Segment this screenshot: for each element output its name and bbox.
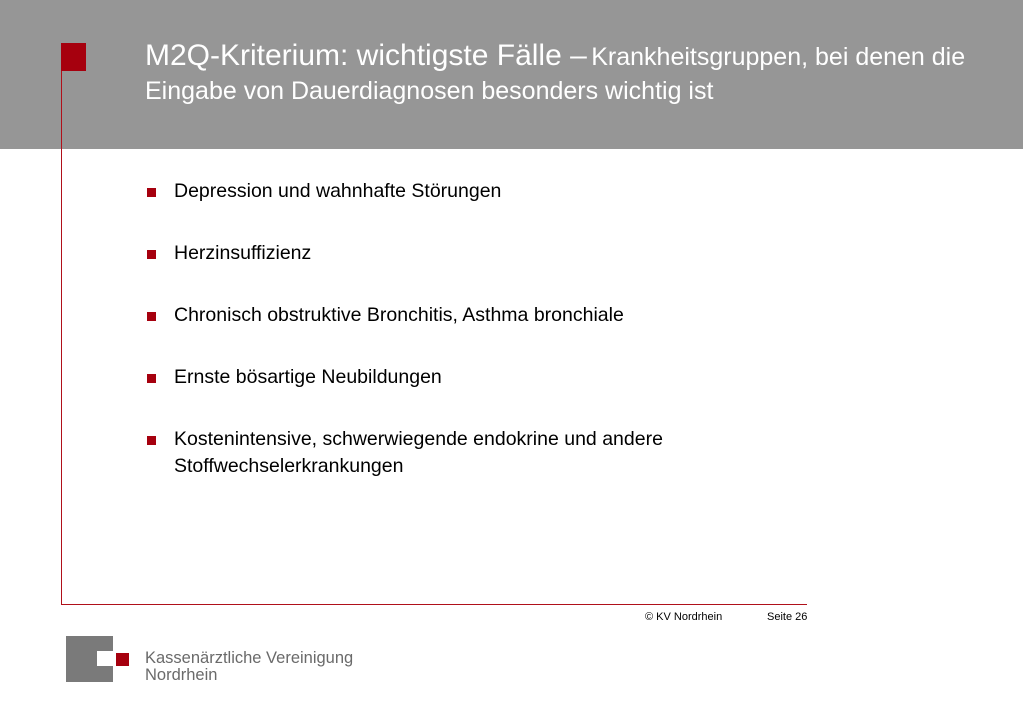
slide-title: [145, 40, 985, 110]
footer-copyright: © KV Nordrhein: [645, 611, 723, 623]
list-item: [145, 302, 785, 329]
square-bullet-icon: [147, 436, 156, 445]
slide-title-main: M2Q-Kriterium: wichtigste Fälle –: [145, 39, 587, 72]
list-item-text: Herzinsuffizienz: [174, 242, 312, 264]
square-bullet-icon: [147, 188, 156, 197]
accent-vertical-rule: [61, 71, 62, 605]
kv-nordrhein-logo: [66, 636, 386, 684]
square-bullet-icon: [147, 312, 156, 321]
list-item: [145, 178, 785, 205]
list-item-text: Kostenintensive, schwerwiegende endokrine und andere Stoffwechselerkrankungen: [174, 428, 663, 477]
list-item: [145, 426, 785, 480]
accent-horizontal-rule: [61, 604, 807, 605]
logo-text-line2: Nordrhein: [145, 666, 218, 684]
square-bullet-icon: [147, 250, 156, 259]
list-item: [145, 364, 785, 391]
kv-logo-mark-icon: [66, 636, 136, 684]
logo-text-line1: Kassenärztliche Vereinigung: [145, 649, 354, 667]
square-bullet-icon: [147, 374, 156, 383]
slide-title-sub: Krankheitsgruppen, bei denen die Eingabe von Dauerdiagnosen besonders wichtig ist: [145, 43, 966, 105]
accent-square: [61, 43, 86, 71]
footer-page-number: Seite 26: [767, 611, 808, 623]
logo-text: [145, 650, 353, 684]
list-item-text: Ernste bösartige Neubildungen: [174, 366, 442, 388]
list-item-text: Depression und wahnhafte Störungen: [174, 180, 502, 202]
bullet-list: [145, 178, 785, 515]
list-item: [145, 240, 785, 267]
list-item-text: Chronisch obstruktive Bronchitis, Asthma bronchiale: [174, 304, 624, 326]
